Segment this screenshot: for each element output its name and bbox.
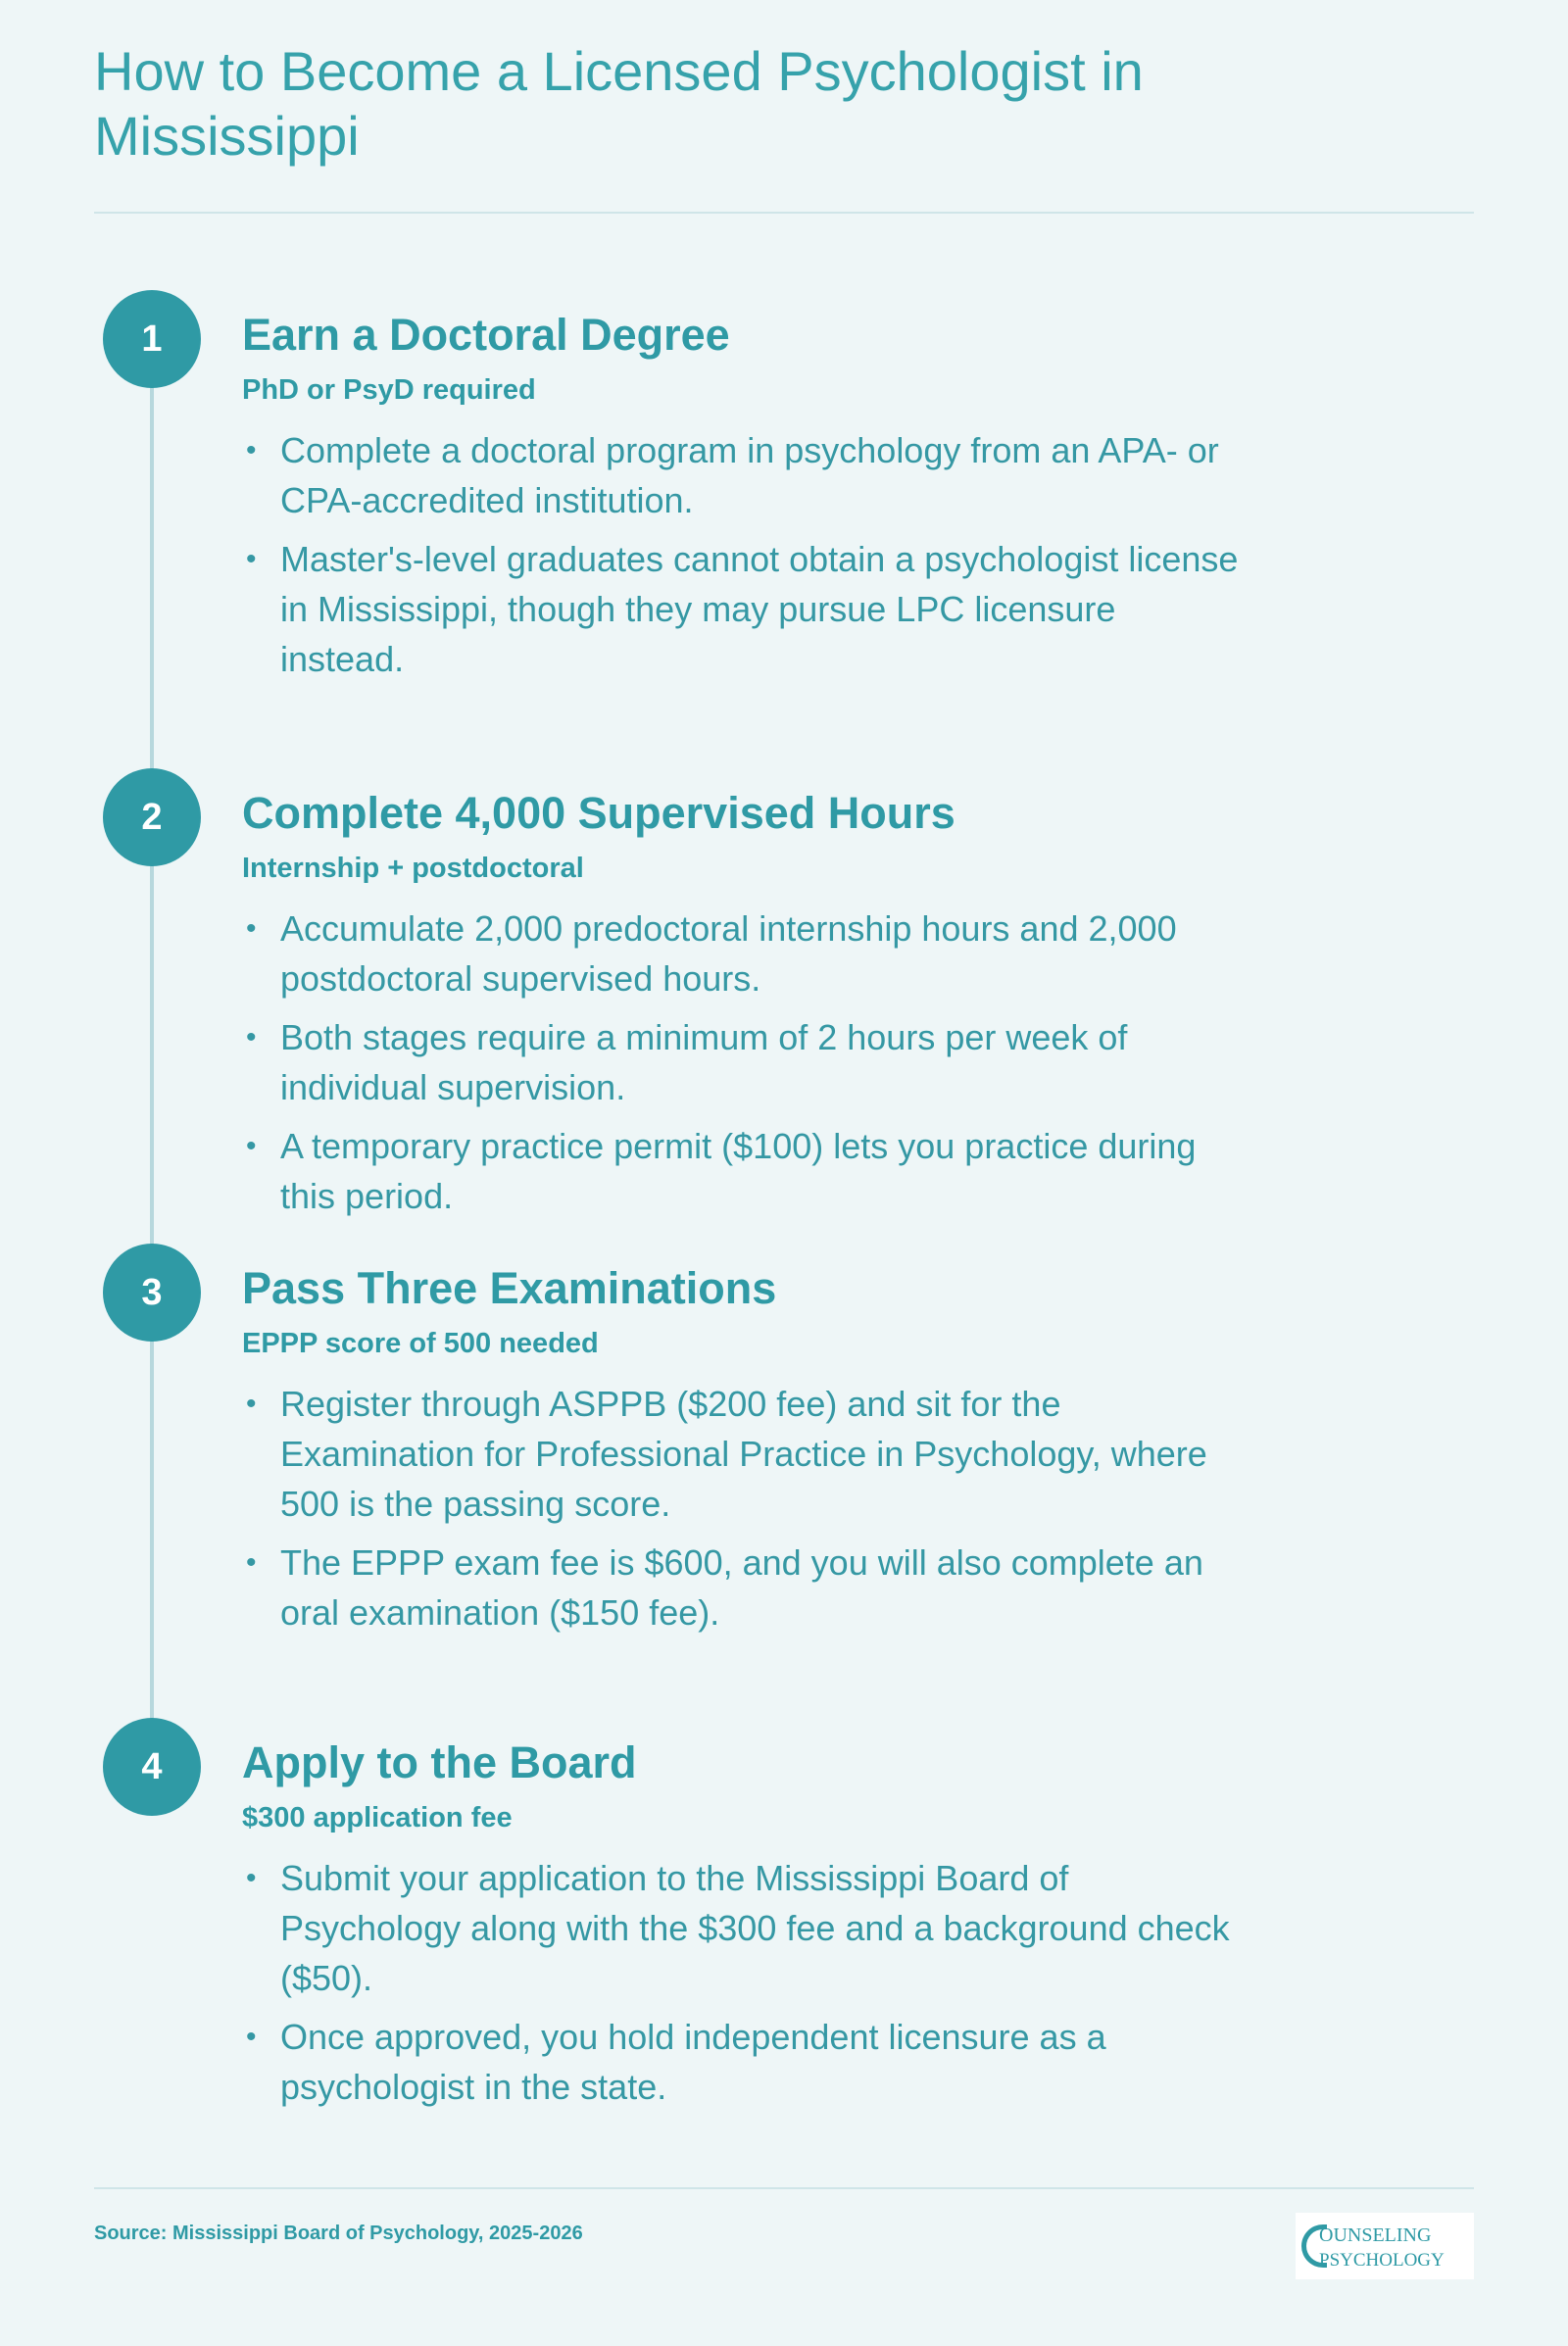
list-item: • Submit your application to the Mississippi Board of Psychology along with the $300 fee and a background check ($50).: [242, 1853, 1242, 2003]
list-item: • The EPPP exam fee is $600, and you will also complete an oral examination ($150 fee).: [242, 1538, 1242, 1637]
source-note: Source: Mississippi Board of Psychology, 2025-2026: [94, 2223, 583, 2244]
logo-line-2: PSYCHOLOGY: [1319, 2250, 1445, 2271]
step-title: Pass Three Examinations: [242, 1263, 777, 1313]
bullet-icon: •: [246, 912, 257, 945]
footer-divider: [94, 2187, 1474, 2189]
step-title: Earn a Doctoral Degree: [242, 310, 730, 360]
step-number-badge: 2: [103, 768, 201, 866]
step-number-badge: 1: [103, 290, 201, 388]
list-item: • Complete a doctoral program in psychology from an APA- or CPA-accredited institution.: [242, 425, 1242, 525]
bullet-icon: •: [246, 1546, 257, 1579]
step-subtitle: PhD or PsyD required: [242, 374, 536, 406]
step-subtitle: $300 application fee: [242, 1802, 513, 1833]
list-item: • Register through ASPPB ($200 fee) and sit for the Examination for Professional Practice in Psychology, where 500 is the passing score.: [242, 1379, 1242, 1529]
counseling-psychology-logo: [1296, 2213, 1474, 2279]
list-item: • Once approved, you hold independent licensure as a psychologist in the state.: [242, 2012, 1242, 2112]
bullet-icon: •: [246, 1130, 257, 1162]
step-number-badge: 3: [103, 1244, 201, 1342]
step-bullet-list: [242, 904, 1242, 1230]
bullet-icon: •: [246, 434, 257, 466]
list-item: • Accumulate 2,000 predoctoral internship hours and 2,000 postdoctoral supervised hours.: [242, 904, 1242, 1003]
step-title: Complete 4,000 Supervised Hours: [242, 788, 956, 838]
list-item: • Master's-level graduates cannot obtain a psychologist license in Mississippi, though they may pursue LPC licensure instead.: [242, 534, 1242, 684]
header-divider: [94, 212, 1474, 214]
bullet-icon: •: [246, 1021, 257, 1053]
step-bullet-list: [242, 1379, 1242, 1646]
bullet-icon: •: [246, 1388, 257, 1420]
list-item: • A temporary practice permit ($100) lets you practice during this period.: [242, 1121, 1242, 1221]
step-bullet-list: [242, 425, 1242, 693]
step-number-badge: 4: [103, 1718, 201, 1816]
bullet-icon: •: [246, 1862, 257, 1894]
page-title: How to Become a Licensed Psychologist in Mississippi: [94, 40, 1144, 167]
step-subtitle: EPPP score of 500 needed: [242, 1328, 599, 1359]
step-subtitle: Internship + postdoctoral: [242, 853, 584, 884]
step-title: Apply to the Board: [242, 1737, 637, 1787]
step-bullet-list: [242, 1853, 1242, 2121]
bullet-icon: •: [246, 543, 257, 575]
timeline-line: [150, 343, 154, 1764]
logo-line-1: OUNSELING: [1319, 2224, 1432, 2246]
bullet-icon: •: [246, 2021, 257, 2053]
list-item: • Both stages require a minimum of 2 hours per week of individual supervision.: [242, 1012, 1242, 1112]
